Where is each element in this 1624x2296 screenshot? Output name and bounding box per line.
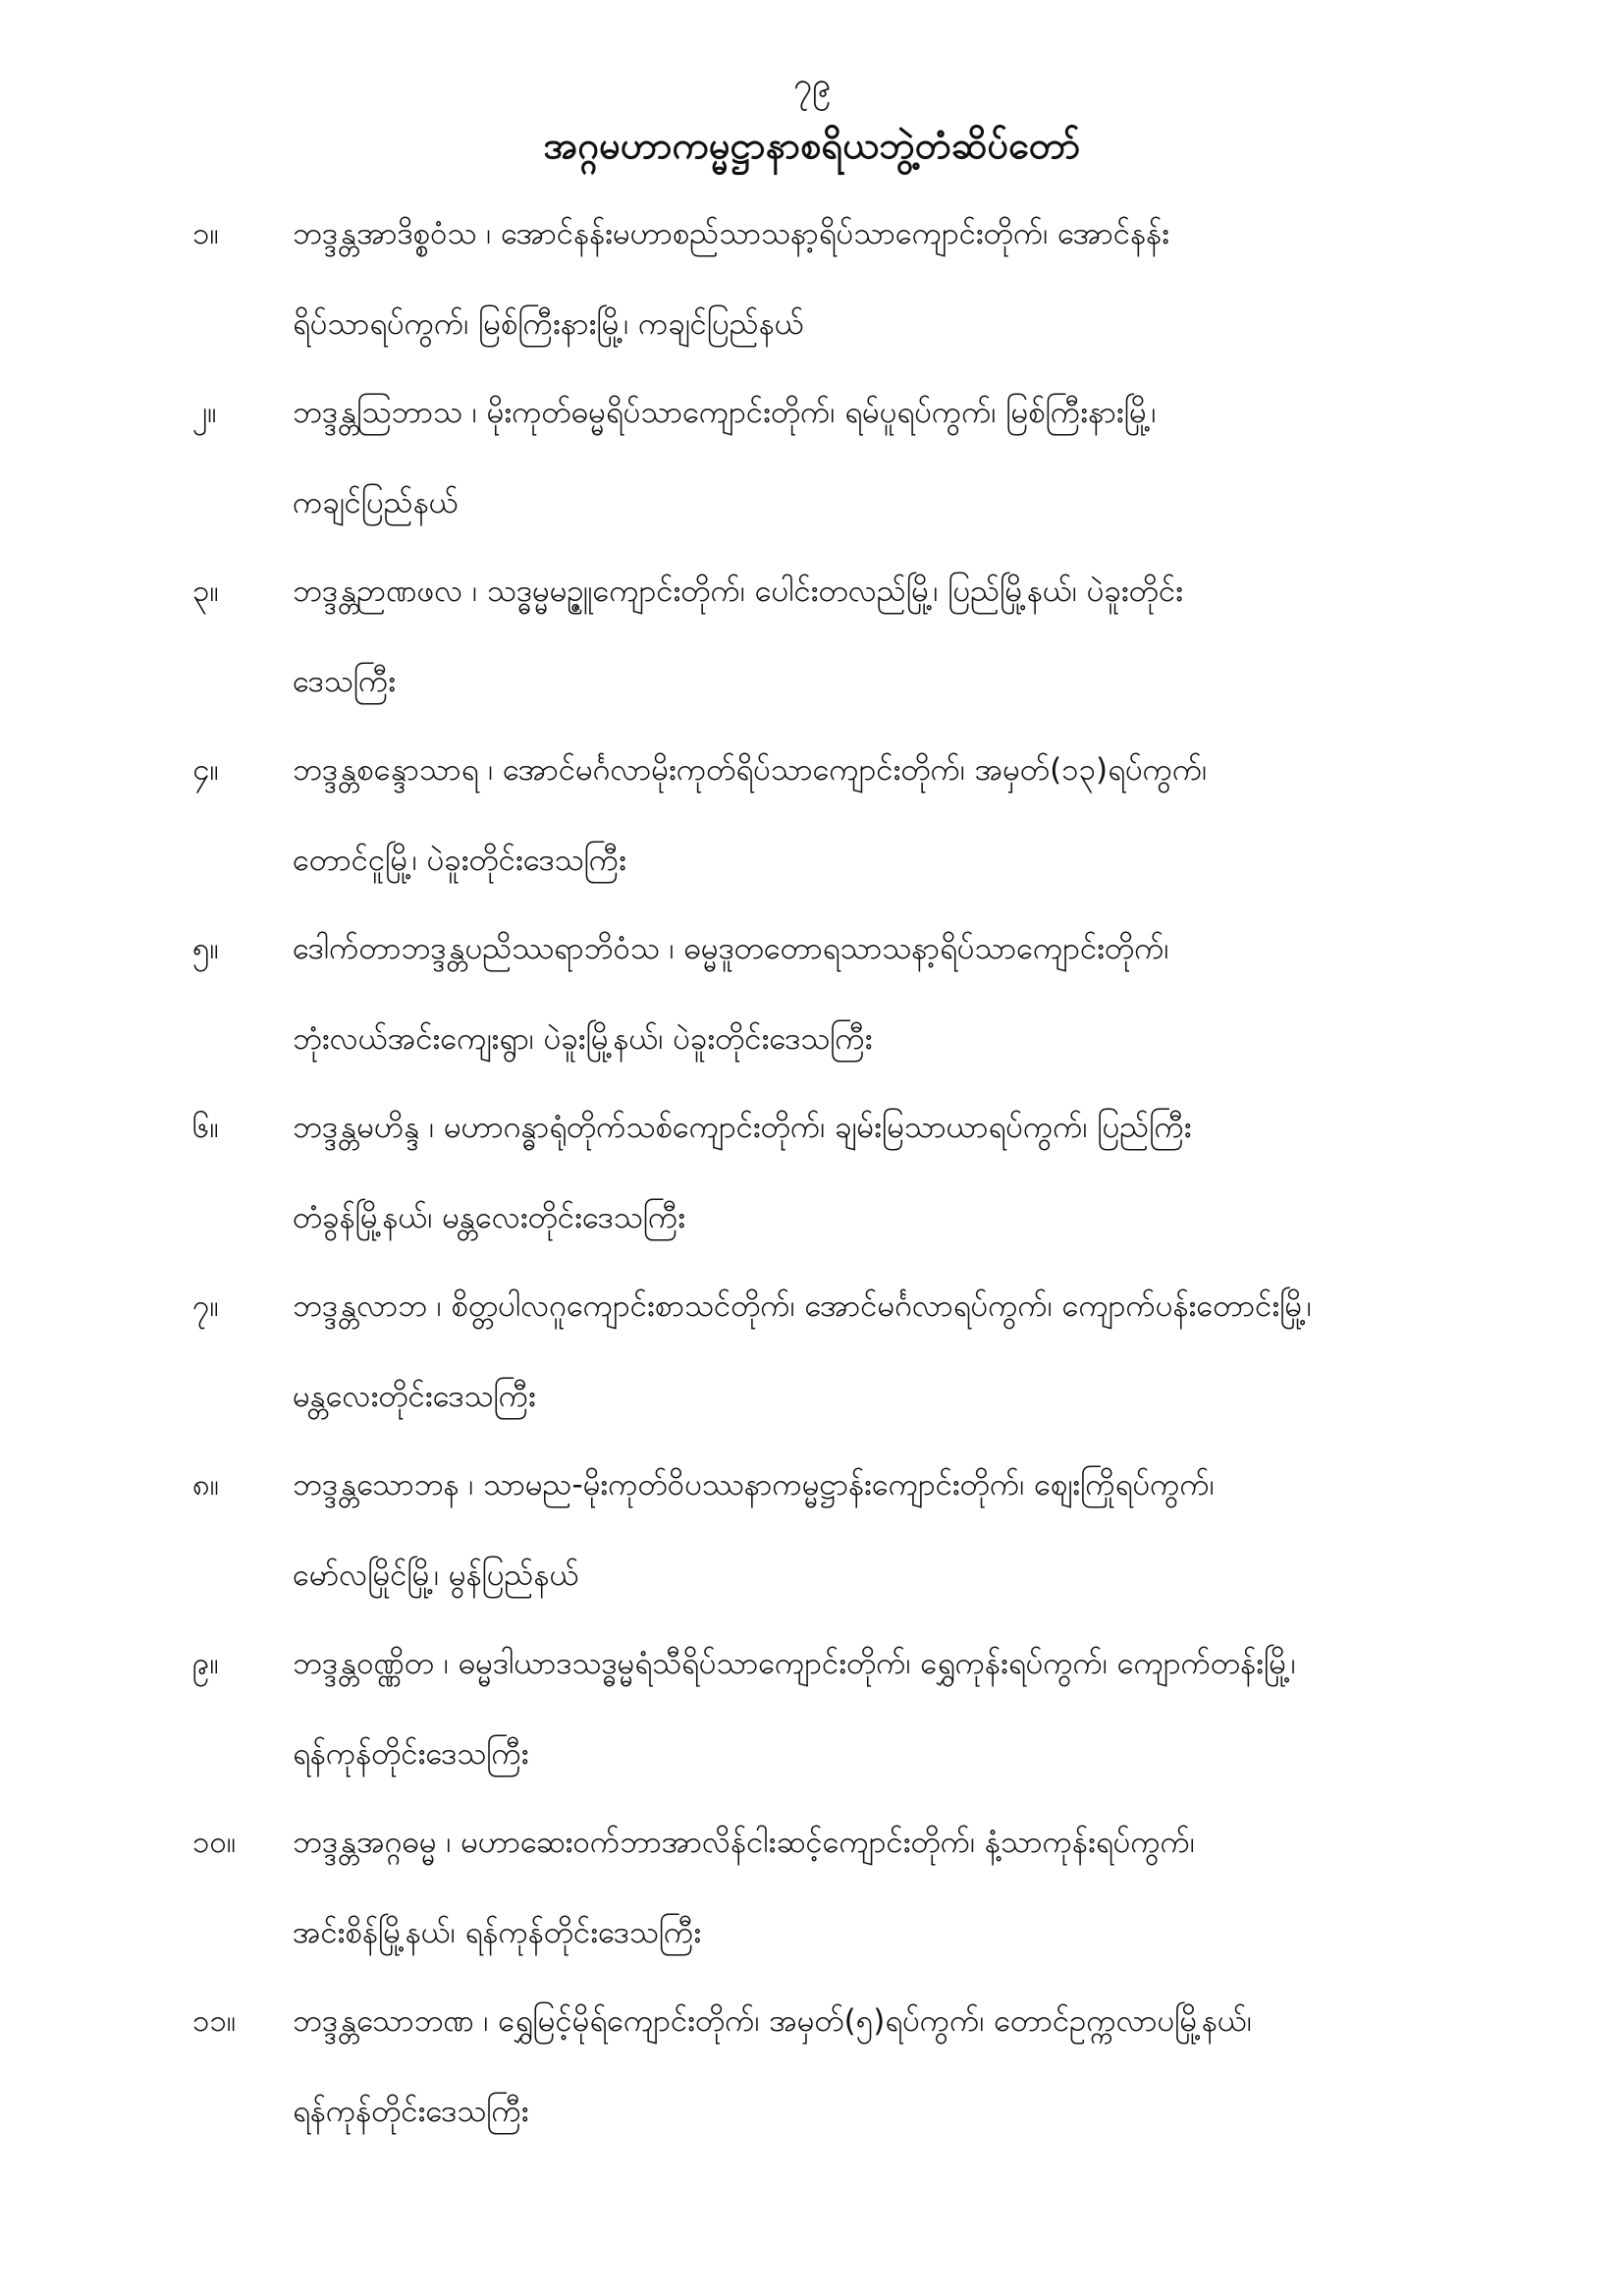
entry-line: ဘဒ္ဒန္တစန္ဒောသာရ ၊ အောင်မင်္ဂလာမိုးကုတ်ရိပ်သာကျောင်းတိုက်၊ အမှတ်(၁၃)ရပ်ကွက်၊	[293, 752, 1208, 788]
award-recipient-list	[0, 189, 1624, 2155]
entry-line: ဘုံးလယ်အင်းကျေးရွာ၊ ပဲခူးမြို့နယ်၊ ပဲခူးတိုင်းဒေသကြီး	[293, 1021, 873, 1057]
list-item	[0, 725, 1624, 903]
entry-line: ကချင်ပြည်နယ်	[293, 485, 459, 520]
entry-text	[293, 1994, 1532, 2139]
entry-number: ၂။	[192, 395, 217, 430]
entry-line: အင်းစိန်မြို့နယ်၊ ရန်ကုန်တိုင်းဒေသကြီး	[293, 1915, 702, 1950]
entry-text	[293, 206, 1532, 352]
entry-text	[293, 564, 1532, 709]
entry-line: မော်လမြိုင်မြို့၊ မွန်ပြည်နယ်	[293, 1558, 579, 1593]
entry-line: ရန်ကုန်တိုင်းဒေသကြီး	[293, 2094, 529, 2129]
entry-line: ဘဒ္ဒန္တအဂ္ဂဓမ္မ ၊ မဟာဆေးဝက်ဘာအာလိန်ငါးဆင့်ကျောင်းတိုက်၊ နံ့သာကုန်းရပ်ကွက်၊	[293, 1825, 1195, 1860]
entry-text	[293, 1815, 1532, 1960]
entry-line: ဘဒ္ဒန္တဉာဏဖလ ၊ သဒ္ဓမ္မမဉ္ဇူကျောင်းတိုက်၊ ပေါင်းတလည်မြို့၊ ပြည်မြို့နယ်၊ ပဲခူးတိုင်း	[293, 574, 1184, 609]
entry-line: ဘဒ္ဒန္တသောဘန ၊ သာမည-မိုးကုတ်ဝိပဿနာကမ္မဋ္ဌာန်းကျောင်းတိုက်၊ စျေးကြိုရပ်ကွက်၊	[293, 1467, 1215, 1503]
page-title: အဂ္ဂမဟာကမ္မဋ္ဌာနာစရိယဘွဲ့တံဆိပ်တော်	[543, 124, 1081, 167]
list-item	[0, 1797, 1624, 1976]
entry-line: တံခွန်မြို့နယ်၊ မန္တလေးတိုင်းဒေသကြီး	[293, 1200, 686, 1235]
entry-text	[293, 1100, 1532, 1245]
list-item	[0, 903, 1624, 1082]
entry-number: ၅။	[192, 931, 219, 966]
entry-line: ဘဒ္ဒန္တဝဏ္ဏိတ ၊ ဓမ္မဒါယာဒသဒ္ဓမ္မရံသီရိပ်သာကျောင်းတိုက်၊ ရွှေကုန်းရပ်ကွက်၊ ကျောက်တန်းမြို့၊	[293, 1646, 1296, 1681]
entry-line: ဘဒ္ဒန္တမဟိန္ဒ ၊ မဟာဂန္ဓာရုံတိုက်သစ်ကျောင်းတိုက်၊ ချမ်းမြသာယာရပ်ကွက်၊ ပြည်ကြီး	[293, 1110, 1192, 1145]
entry-line: ဘဒ္ဒန္တအာဒိစ္စဝံသ ၊ အောင်နန်းမဟာစည်သာသနာ့ရိပ်သာကျောင်းတိုက်၊ အောင်နန်း	[293, 216, 1170, 251]
entry-number: ၄။	[192, 752, 219, 788]
entry-number: ၈။	[192, 1467, 220, 1503]
entry-line: မန္တလေးတိုင်းဒေသကြီး	[293, 1379, 536, 1414]
entry-line: ဒေါက်တာဘဒ္ဒန္တပညိဿရာဘိဝံသ ၊ ဓမ္မဒူတတောရသာသနာ့ရိပ်သာကျောင်းတိုက်၊	[293, 931, 1169, 966]
entry-line: တောင်ငူမြို့၊ ပဲခူးတိုင်းဒေသကြီး	[293, 843, 627, 878]
list-item	[0, 1261, 1624, 1440]
list-item	[0, 1618, 1624, 1797]
list-item	[0, 367, 1624, 546]
entry-number: ၁၀။	[192, 1825, 237, 1860]
entry-line: ဘဒ္ဒန္တလာဘ ၊ စိတ္တပါလဂူကျောင်းစာသင်တိုက်၊ အောင်မင်္ဂလာရပ်ကွက်၊ ကျောက်ပန်းတောင်းမြို့၊	[293, 1288, 1312, 1324]
entry-number: ၇။	[192, 1288, 219, 1324]
entry-line: ရန်ကုန်တိုင်းဒေသကြီး	[293, 1736, 529, 1772]
entry-number: ၆။	[192, 1110, 219, 1145]
entry-text	[293, 385, 1532, 530]
entry-line: ဘဒ္ဒန္တသောဘဏ ၊ ရွှေမြင့်မိုရ်ကျောင်းတိုက်၊ အမှတ်(၅)ရပ်ကွက်၊ တောင်ဥက္ကလာပမြို့နယ်၊	[293, 2003, 1252, 2039]
entry-line: ဒေသကြီး	[293, 664, 397, 699]
list-item	[0, 1440, 1624, 1618]
entry-line: ဘဒ္ဒန္တသြဘာသ ၊ မိုးကုတ်ဓမ္မရိပ်သာကျောင်းတိုက်၊ ရမ်ပူရပ်ကွက်၊ မြစ်ကြီးနားမြို့၊	[293, 395, 1157, 430]
list-item	[0, 1082, 1624, 1261]
entry-number: ၁၁။	[192, 2003, 237, 2039]
list-item	[0, 1976, 1624, 2155]
entry-number: ၉။	[192, 1646, 219, 1681]
entry-line: ရိပ်သာရပ်ကွက်၊ မြစ်ကြီးနားမြို့၊ ကချင်ပြည်နယ်	[293, 306, 804, 342]
entry-text	[293, 1457, 1532, 1603]
entry-number: ၁။	[192, 216, 219, 251]
list-item	[0, 189, 1624, 367]
entry-text	[293, 742, 1532, 888]
list-item	[0, 546, 1624, 725]
entry-text	[293, 921, 1532, 1066]
entry-text	[293, 1279, 1532, 1424]
page-number: ၇၉	[792, 66, 832, 105]
entry-text	[293, 1636, 1532, 1781]
entry-number: ၃။	[192, 574, 219, 609]
